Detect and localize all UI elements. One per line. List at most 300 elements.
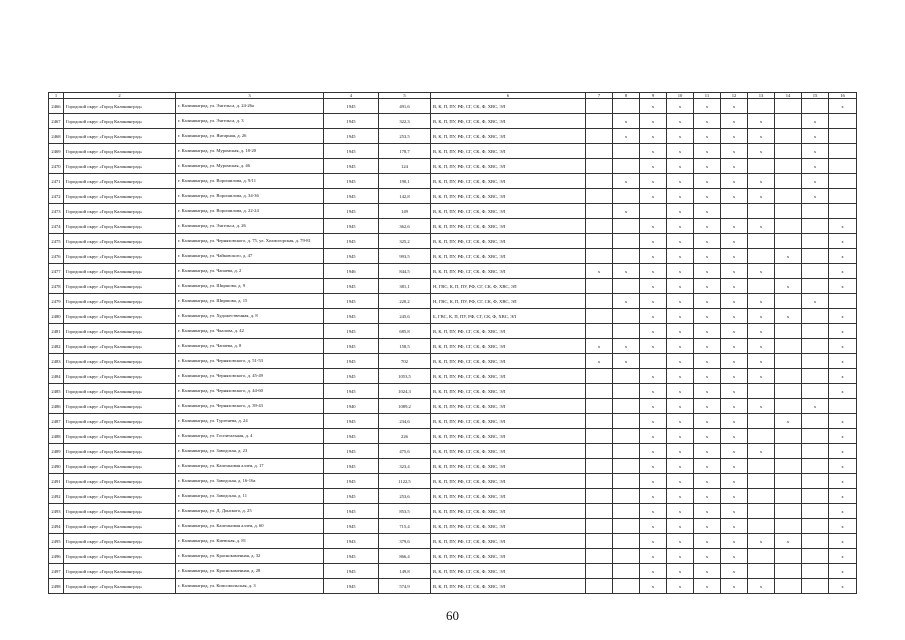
mark-cell: x xyxy=(829,534,857,549)
mark-cell xyxy=(613,309,640,324)
mark-cell: x xyxy=(829,279,857,294)
row-number: 2480 xyxy=(49,309,64,324)
works-cell: В, К, П, ПУ, РФ, СГ, СК, Ф, ХВС, ЭЛ xyxy=(431,444,586,459)
year-cell: 1945 xyxy=(324,309,379,324)
table-row xyxy=(49,504,857,519)
table-row xyxy=(49,159,857,174)
mark-cell xyxy=(775,264,802,279)
mark-cell: x xyxy=(667,294,694,309)
municipality-cell: Городской округ «Город Калининград» xyxy=(64,549,176,564)
year-cell: 1945 xyxy=(324,414,379,429)
mark-cell: x xyxy=(748,579,775,594)
mark-cell: x xyxy=(721,579,748,594)
mark-cell xyxy=(613,474,640,489)
mark-cell: x xyxy=(721,384,748,399)
works-cell: В, К, П, ПУ, РФ, СГ, СК, Ф, ХВС, ЭЛ xyxy=(431,564,586,579)
row-number: 2479 xyxy=(49,294,64,309)
mark-cell: x xyxy=(829,564,857,579)
mark-cell: x xyxy=(640,339,667,354)
mark-cell: x xyxy=(721,324,748,339)
mark-cell xyxy=(586,399,613,414)
mark-cell xyxy=(775,579,802,594)
mark-cell xyxy=(613,519,640,534)
row-number: 2495 xyxy=(49,534,64,549)
mark-cell: x xyxy=(640,369,667,384)
mark-cell: x xyxy=(667,144,694,159)
area-cell: 142,8 xyxy=(379,189,431,204)
area-cell: 325,2 xyxy=(379,234,431,249)
mark-cell xyxy=(802,519,829,534)
table-row xyxy=(49,579,857,594)
column-number: 5 xyxy=(379,93,431,99)
mark-cell xyxy=(586,114,613,129)
column-number: 3 xyxy=(176,93,324,99)
mark-cell: x xyxy=(829,324,857,339)
area-cell: 1024,3 xyxy=(379,384,431,399)
row-number: 2471 xyxy=(49,174,64,189)
mark-cell xyxy=(613,369,640,384)
mark-cell: x xyxy=(640,174,667,189)
mark-cell xyxy=(640,354,667,369)
mark-cell xyxy=(748,459,775,474)
mark-cell: x xyxy=(802,114,829,129)
mark-cell xyxy=(829,144,857,159)
mark-cell: x xyxy=(667,339,694,354)
address-cell: г. Калининград, ул. Каштановая аллея, д. 60 xyxy=(176,519,324,534)
year-cell: 1945 xyxy=(324,354,379,369)
mark-cell xyxy=(829,294,857,309)
works-cell: В, К, П, ПУ, РФ, СГ, СК, Ф, ХВС, ЭЛ xyxy=(431,489,586,504)
table-row xyxy=(49,369,857,384)
row-number: 2497 xyxy=(49,564,64,579)
mark-cell: x xyxy=(640,459,667,474)
mark-cell xyxy=(775,489,802,504)
mark-cell xyxy=(802,309,829,324)
address-cell: г. Калининград, ул. Муромская, д. 46 xyxy=(176,159,324,174)
table-body xyxy=(49,99,857,594)
mark-cell xyxy=(775,429,802,444)
mark-cell xyxy=(775,369,802,384)
row-number: 2475 xyxy=(49,234,64,249)
mark-cell: x xyxy=(613,204,640,219)
works-cell: В, К, П, ПУ, РФ, СГ, СК, Ф, ХВС, ЭЛ xyxy=(431,204,586,219)
mark-cell xyxy=(748,429,775,444)
table-row xyxy=(49,354,857,369)
area-cell: 866,4 xyxy=(379,549,431,564)
mark-cell xyxy=(829,204,857,219)
mark-cell xyxy=(613,549,640,564)
mark-cell: x xyxy=(694,99,721,114)
mark-cell xyxy=(802,459,829,474)
works-cell: В, К, П, ПУ, РФ, СГ, СК, Ф, ХВС, ЭЛ xyxy=(431,369,586,384)
row-number: 2481 xyxy=(49,324,64,339)
year-cell: 1945 xyxy=(324,489,379,504)
mark-cell xyxy=(586,519,613,534)
mark-cell: x xyxy=(802,129,829,144)
mark-cell: x xyxy=(721,174,748,189)
mark-cell xyxy=(586,414,613,429)
mark-cell: x xyxy=(667,534,694,549)
year-cell: 1945 xyxy=(324,384,379,399)
address-cell: г. Калининград, ул. Муромская, д. 18-20 xyxy=(176,144,324,159)
mark-cell: x xyxy=(829,579,857,594)
table-row xyxy=(49,174,857,189)
mark-cell: x xyxy=(667,414,694,429)
mark-cell: x xyxy=(721,99,748,114)
mark-cell: x xyxy=(829,489,857,504)
mark-cell: x xyxy=(694,354,721,369)
mark-cell xyxy=(586,249,613,264)
mark-cell: x xyxy=(721,309,748,324)
year-cell: 1945 xyxy=(324,519,379,534)
mark-cell: x xyxy=(721,444,748,459)
works-cell: В, К, П, ПУ, РФ, СГ, СК, Ф, ХВС, ЭЛ xyxy=(431,354,586,369)
address-cell: г. Калининград, ул. Чкалова, д. 42 xyxy=(176,324,324,339)
area-cell: 491,6 xyxy=(379,99,431,114)
mark-cell: x xyxy=(748,294,775,309)
address-cell: г. Калининград, ул. Киевская, д. 81 xyxy=(176,534,324,549)
area-cell: 124 xyxy=(379,159,431,174)
mark-cell: x xyxy=(748,369,775,384)
mark-cell: x xyxy=(721,339,748,354)
address-cell: г. Калининград, ул. Энгельса, д. 26 xyxy=(176,219,324,234)
mark-cell: x xyxy=(748,264,775,279)
column-number: 16 xyxy=(829,93,857,99)
mark-cell xyxy=(829,159,857,174)
mark-cell: x xyxy=(829,249,857,264)
row-number: 2493 xyxy=(49,504,64,519)
mark-cell xyxy=(775,99,802,114)
address-cell: г. Калининград, ул. Заводская, д. 23 xyxy=(176,444,324,459)
address-cell: г. Калининград, ул. Каштановая аллея, д. 17 xyxy=(176,459,324,474)
table-row xyxy=(49,324,857,339)
mark-cell xyxy=(586,459,613,474)
mark-cell xyxy=(586,159,613,174)
mark-cell: x xyxy=(802,399,829,414)
mark-cell xyxy=(829,129,857,144)
area-cell: 253,5 xyxy=(379,129,431,144)
mark-cell xyxy=(613,504,640,519)
mark-cell xyxy=(775,504,802,519)
mark-cell: x xyxy=(829,354,857,369)
row-number: 2484 xyxy=(49,369,64,384)
row-number: 2468 xyxy=(49,129,64,144)
municipality-cell: Городской округ «Город Калининград» xyxy=(64,324,176,339)
works-cell: В, К, П, ПУ, РФ, СГ, СК, Ф, ХВС, ЭЛ xyxy=(431,324,586,339)
year-cell: 1945 xyxy=(324,429,379,444)
mark-cell: x xyxy=(667,324,694,339)
mark-cell: x xyxy=(640,579,667,594)
mark-cell: x xyxy=(667,204,694,219)
area-cell: 844,5 xyxy=(379,264,431,279)
mark-cell: x xyxy=(829,549,857,564)
mark-cell xyxy=(829,399,857,414)
works-cell: Н, ГВС, К, П, ПУ, РФ, СГ, СК, Ф, ХВС, ЭЛ xyxy=(431,294,586,309)
municipality-cell: Городской округ «Город Калининград» xyxy=(64,294,176,309)
mark-cell: x xyxy=(721,234,748,249)
mark-cell: x xyxy=(667,99,694,114)
column-number: 7 xyxy=(586,93,613,99)
mark-cell: x xyxy=(667,399,694,414)
mark-cell xyxy=(586,144,613,159)
mark-cell: x xyxy=(721,114,748,129)
works-cell: В, К, П, ПУ, РФ, СГ, СК, Ф, ХВС, ЭЛ xyxy=(431,189,586,204)
column-number: 1 xyxy=(49,93,64,99)
row-number: 2496 xyxy=(49,549,64,564)
mark-cell: x xyxy=(667,279,694,294)
mark-cell xyxy=(748,414,775,429)
municipality-cell: Городской округ «Город Калининград» xyxy=(64,174,176,189)
mark-cell xyxy=(613,99,640,114)
mark-cell: x xyxy=(613,264,640,279)
mark-cell xyxy=(586,129,613,144)
area-cell: 322,3 xyxy=(379,114,431,129)
mark-cell: x xyxy=(667,234,694,249)
works-cell: В, К, П, ПУ, РФ, СГ, СК, Ф, ХВС, ЭЛ xyxy=(431,339,586,354)
mark-cell: x xyxy=(775,249,802,264)
mark-cell xyxy=(613,144,640,159)
mark-cell: x xyxy=(829,309,857,324)
mark-cell xyxy=(775,399,802,414)
area-cell: 1053,5 xyxy=(379,369,431,384)
works-cell: В, К, П, ПУ, РФ, СГ, СК, Ф, ХВС, ЭЛ xyxy=(431,534,586,549)
mark-cell: x xyxy=(613,129,640,144)
mark-cell: x xyxy=(829,339,857,354)
mark-cell xyxy=(586,309,613,324)
mark-cell: x xyxy=(640,549,667,564)
column-number: 14 xyxy=(775,93,802,99)
mark-cell: x xyxy=(694,579,721,594)
mark-cell xyxy=(802,234,829,249)
mark-cell xyxy=(586,489,613,504)
row-number: 2498 xyxy=(49,579,64,594)
mark-cell xyxy=(748,519,775,534)
mark-cell: x xyxy=(640,249,667,264)
municipality-cell: Городской округ «Город Калининград» xyxy=(64,129,176,144)
mark-cell xyxy=(748,204,775,219)
year-cell: 1945 xyxy=(324,444,379,459)
mark-cell xyxy=(640,204,667,219)
mark-cell: x xyxy=(748,219,775,234)
mark-cell xyxy=(613,459,640,474)
mark-cell: x xyxy=(694,114,721,129)
mark-cell: x xyxy=(667,354,694,369)
mark-cell xyxy=(775,189,802,204)
mark-cell xyxy=(775,219,802,234)
row-number: 2478 xyxy=(49,279,64,294)
mark-cell: x xyxy=(694,339,721,354)
row-number: 2472 xyxy=(49,189,64,204)
mark-cell: x xyxy=(640,219,667,234)
mark-cell xyxy=(586,204,613,219)
mark-cell: x xyxy=(694,189,721,204)
mark-cell: x xyxy=(802,294,829,309)
municipality-cell: Городской округ «Город Калининград» xyxy=(64,279,176,294)
year-cell: 1945 xyxy=(324,369,379,384)
mark-cell xyxy=(802,429,829,444)
mark-cell xyxy=(613,429,640,444)
works-cell: В, К, П, ПУ, РФ, СГ, СК, Ф, ХВС, ЭЛ xyxy=(431,474,586,489)
year-cell: 1946 xyxy=(324,264,379,279)
mark-cell xyxy=(613,534,640,549)
mark-cell: x xyxy=(775,534,802,549)
mark-cell xyxy=(586,474,613,489)
mark-cell: x xyxy=(640,474,667,489)
mark-cell: x xyxy=(667,369,694,384)
mark-cell: x xyxy=(748,144,775,159)
mark-cell: x xyxy=(667,474,694,489)
year-cell: 1945 xyxy=(324,159,379,174)
mark-cell xyxy=(802,534,829,549)
mark-cell: x xyxy=(640,234,667,249)
mark-cell xyxy=(586,429,613,444)
table-row xyxy=(49,219,857,234)
municipality-cell: Городской округ «Город Калининград» xyxy=(64,354,176,369)
works-cell: В, К, П, ПУ, РФ, СГ, СК, Ф, ХВС, ЭЛ xyxy=(431,234,586,249)
area-cell: 853,5 xyxy=(379,504,431,519)
mark-cell: x xyxy=(721,504,748,519)
mark-cell: x xyxy=(748,324,775,339)
address-cell: г. Калининград, ул. Энгельса, д. 24-26а xyxy=(176,99,324,114)
works-cell: В, К, П, ПУ, РФ, СГ, СК, Ф, ХВС, ЭЛ xyxy=(431,399,586,414)
area-cell: 245,6 xyxy=(379,309,431,324)
row-number: 2477 xyxy=(49,264,64,279)
mark-cell: x xyxy=(640,129,667,144)
row-number: 2492 xyxy=(49,489,64,504)
page-number: 60 xyxy=(446,608,459,623)
mark-cell xyxy=(613,279,640,294)
table-row xyxy=(49,399,857,414)
year-cell: 1945 xyxy=(324,129,379,144)
area-cell: 190,1 xyxy=(379,174,431,189)
year-cell: 1945 xyxy=(324,114,379,129)
area-cell: 1122,5 xyxy=(379,474,431,489)
address-cell: г. Калининград, ул. Ширшова, д. 9 xyxy=(176,279,324,294)
mark-cell: x xyxy=(640,309,667,324)
mark-cell: x xyxy=(829,504,857,519)
municipality-cell: Городской округ «Город Калининград» xyxy=(64,459,176,474)
mark-cell: x xyxy=(613,339,640,354)
mark-cell xyxy=(775,474,802,489)
mark-cell xyxy=(586,294,613,309)
mark-cell: x xyxy=(694,474,721,489)
mark-cell xyxy=(748,279,775,294)
municipality-cell: Городской округ «Город Калининград» xyxy=(64,534,176,549)
mark-cell xyxy=(586,234,613,249)
address-cell: г. Калининград, ул. Госпитальная, д. 4 xyxy=(176,429,324,444)
mark-cell: x xyxy=(829,459,857,474)
mark-cell xyxy=(613,489,640,504)
mark-cell: x xyxy=(667,504,694,519)
mark-cell: x xyxy=(640,114,667,129)
column-number: 11 xyxy=(694,93,721,99)
municipality-cell: Городской округ «Город Калининград» xyxy=(64,114,176,129)
mark-cell xyxy=(829,189,857,204)
mark-cell xyxy=(802,99,829,114)
table-row xyxy=(49,519,857,534)
mark-cell xyxy=(775,564,802,579)
mark-cell xyxy=(802,579,829,594)
address-cell: г. Калининград, ул. Черняховского, д. 44-60 xyxy=(176,384,324,399)
mark-cell xyxy=(586,219,613,234)
address-cell: г. Калининград, ул. Энгельса, д. 3 xyxy=(176,114,324,129)
mark-cell xyxy=(802,474,829,489)
address-cell: г. Калининград, ул. Чапаева, д. 2 xyxy=(176,264,324,279)
row-number: 2490 xyxy=(49,459,64,474)
mark-cell xyxy=(802,384,829,399)
mark-cell xyxy=(802,324,829,339)
mark-cell xyxy=(613,564,640,579)
area-cell: 381,1 xyxy=(379,279,431,294)
mark-cell: x xyxy=(721,519,748,534)
mark-cell: x xyxy=(748,309,775,324)
municipality-cell: Городской округ «Город Калининград» xyxy=(64,519,176,534)
mark-cell xyxy=(802,339,829,354)
column-number: 9 xyxy=(640,93,667,99)
mark-cell xyxy=(613,384,640,399)
mark-cell xyxy=(586,444,613,459)
area-cell: 362,6 xyxy=(379,219,431,234)
mark-cell: x xyxy=(640,519,667,534)
mark-cell xyxy=(775,174,802,189)
mark-cell xyxy=(775,459,802,474)
mark-cell xyxy=(829,114,857,129)
mark-cell xyxy=(586,504,613,519)
area-cell: 253,6 xyxy=(379,489,431,504)
mark-cell xyxy=(613,324,640,339)
mark-cell xyxy=(748,384,775,399)
table-row xyxy=(49,249,857,264)
works-cell: В, К, П, ПУ, РФ, СГ, СК, Ф, ХВС, ЭЛ xyxy=(431,459,586,474)
municipality-cell: Городской округ «Город Калининград» xyxy=(64,144,176,159)
year-cell: 1940 xyxy=(324,399,379,414)
register-table xyxy=(48,92,857,594)
mark-cell: x xyxy=(694,429,721,444)
mark-cell: x xyxy=(667,309,694,324)
table-row xyxy=(49,129,857,144)
year-cell: 1945 xyxy=(324,204,379,219)
mark-cell xyxy=(775,324,802,339)
mark-cell xyxy=(748,504,775,519)
mark-cell: x xyxy=(694,174,721,189)
area-cell: 702 xyxy=(379,354,431,369)
mark-cell xyxy=(586,579,613,594)
area-cell: 149,8 xyxy=(379,564,431,579)
table-row xyxy=(49,444,857,459)
table-row xyxy=(49,204,857,219)
mark-cell: x xyxy=(748,534,775,549)
mark-cell: x xyxy=(829,99,857,114)
address-cell: г. Калининград, ул. Заводская, д. 11 xyxy=(176,489,324,504)
row-number: 2467 xyxy=(49,114,64,129)
mark-cell xyxy=(802,264,829,279)
municipality-cell: Городской округ «Город Калининград» xyxy=(64,489,176,504)
mark-cell: x xyxy=(829,264,857,279)
works-cell: В, К, П, ПУ, РФ, СГ, СК, Ф, ХВС, ЭЛ xyxy=(431,99,586,114)
row-number: 2494 xyxy=(49,519,64,534)
mark-cell: x xyxy=(667,174,694,189)
mark-cell xyxy=(802,444,829,459)
municipality-cell: Городской округ «Город Калининград» xyxy=(64,219,176,234)
mark-cell: x xyxy=(640,189,667,204)
mark-cell: x xyxy=(667,519,694,534)
mark-cell: x xyxy=(694,309,721,324)
mark-cell: x xyxy=(748,174,775,189)
mark-cell xyxy=(775,354,802,369)
area-cell: 379,6 xyxy=(379,534,431,549)
mark-cell: x xyxy=(694,144,721,159)
table-row xyxy=(49,549,857,564)
